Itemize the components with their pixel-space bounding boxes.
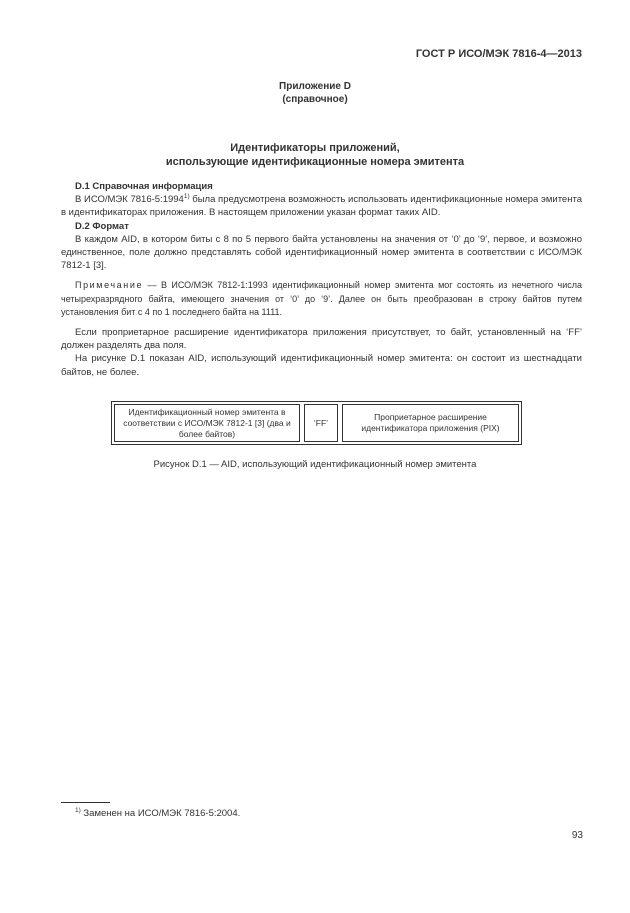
d1-text-a: В ИСО/МЭК 7816-5:1994 <box>75 194 184 206</box>
section-d1-heading: D.1 Справочная информация <box>75 181 213 192</box>
footnote-text: Заменен на ИСО/МЭК 7816-5:2004. <box>80 808 241 819</box>
footnote-ref: 1) <box>183 193 190 201</box>
figure-cell-pix: Проприетарное расширение идентификатора приложения (PIX) <box>342 404 519 442</box>
figure-reference-paragraph: На рисунке D.1 показан AID, использующий идентификационный номер эмитента: он состоит из шестнадцати байтов, не более. <box>61 353 582 378</box>
section-d1-paragraph <box>61 193 582 219</box>
note-text: — В ИСО/МЭК 7812-1:1993 идентификационный номер эмитента мог состоять из нечетного числа четырехразрядного байта, имеющего значения от ‘0’ до ‘9’. Далее он быть преобразован в строку байтов путем установления бит с 4 по 1 последнего байта на 1111. <box>61 280 582 317</box>
section-d2-paragraph: В каждом AID, в котором биты с 8 по 5 первого байта установлены на значения от ‘0’ до ‘9’, первое, и возможно единственное, поле должно представлять собой идентификационный номер эмитента в соответствии с ИСО/МЭК 7812-1 [3]. <box>61 233 582 272</box>
main-title-line-1: Идентификаторы приложений, <box>230 142 400 154</box>
annex-title: Приложение D <box>279 81 351 92</box>
aid-structure-figure <box>111 401 522 445</box>
footnote-divider <box>61 802 110 803</box>
figure-cell-issuer-id: Идентификационный номер эмитента в соответствии с ИСО/МЭК 7812-1 [3] (два и более байтов) <box>114 404 300 442</box>
annex-kind: (справочное) <box>282 94 348 105</box>
note-paragraph <box>61 279 582 319</box>
main-title-line-2: использующие идентификационные номера эмитента <box>165 156 465 168</box>
footnote <box>75 808 240 819</box>
figure-cell-ff: ‘FF’ <box>304 404 338 442</box>
footnote-mark: 1) <box>75 807 81 814</box>
d1-text-b: была предусмотрена возможность использовать идентификационные номера эмитента в идентификаторах приложения. В настоящем приложении указан формат таких AID. <box>61 194 582 219</box>
section-d2-heading: D.2 Формат <box>75 220 129 232</box>
annex-heading <box>0 80 630 106</box>
figure-caption: Рисунок D.1 — AID, использующий идентификационный номер эмитента <box>153 459 477 470</box>
annex-main-title <box>0 141 630 169</box>
ff-paragraph: Если проприетарное расширение идентификатора приложения присутствует, то байт, установленный на ‘FF’ должен разделять два поля. <box>61 327 582 352</box>
page-number: 93 <box>571 830 583 841</box>
body-text <box>61 180 582 379</box>
note-label: Примечание <box>75 280 144 291</box>
standard-designation: ГОСТ Р ИСО/МЭК 7816-4—2013 <box>415 48 582 60</box>
